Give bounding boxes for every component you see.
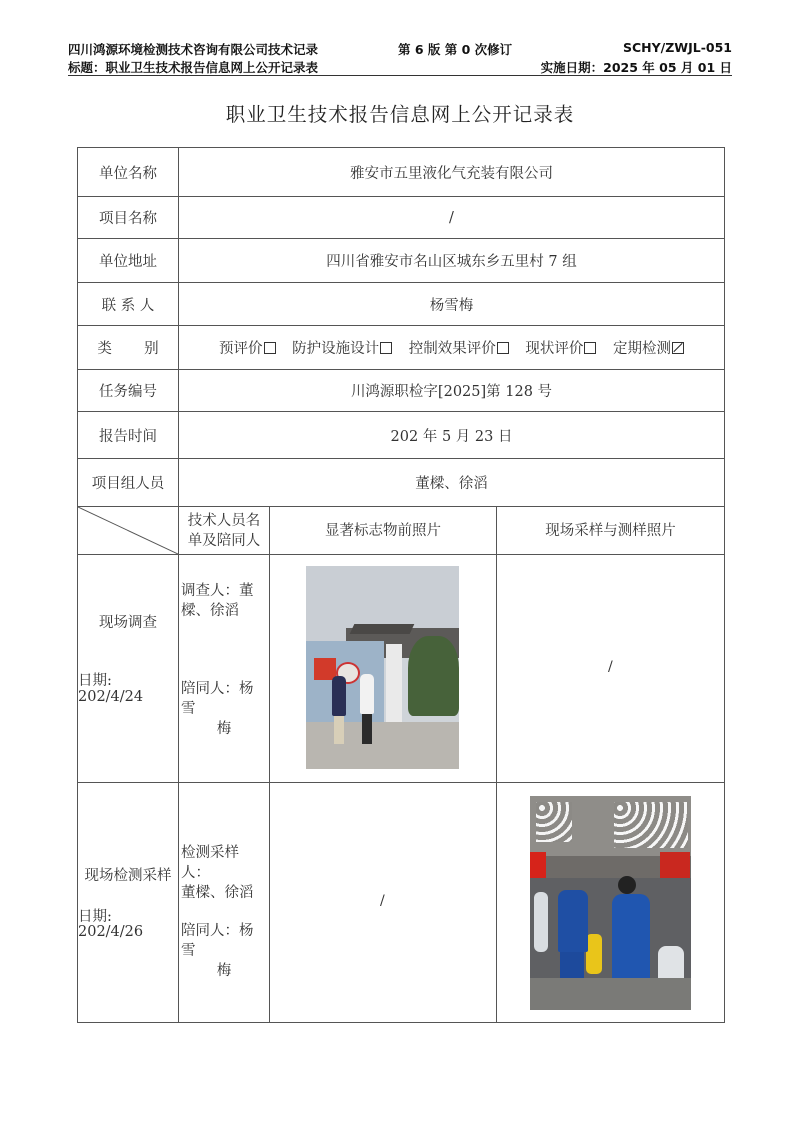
survey-sampling-photo-placeholder: / xyxy=(608,659,613,675)
category-options xyxy=(179,326,725,370)
option-label: 定期检测 xyxy=(612,341,671,357)
sampler-prefix: 检测采样人： xyxy=(181,845,239,881)
category-option-status-evaluation[interactable] xyxy=(525,341,596,357)
sampler-names: 董樑、徐滔 xyxy=(181,885,254,901)
sampling-escort xyxy=(181,921,267,981)
row-photo-header xyxy=(78,507,725,555)
checkbox[interactable] xyxy=(264,342,276,354)
site-survey-cell xyxy=(78,555,179,783)
header-divider xyxy=(68,75,732,76)
survey-staff-cell xyxy=(179,555,270,783)
category-label: 类 别 xyxy=(78,326,179,370)
staff-column-header xyxy=(179,507,270,555)
row-report-time xyxy=(78,412,725,459)
site-sampling-label: 现场检测采样 xyxy=(84,868,172,884)
contact-value: 杨雪梅 xyxy=(179,283,725,326)
row-unit-name xyxy=(78,148,725,197)
sampling-photo-cell xyxy=(497,783,725,1023)
sampling-date-label: 日期: xyxy=(78,909,112,925)
contact-label: 联 系 人 xyxy=(78,283,179,326)
team-label: 项目组人员 xyxy=(78,459,179,507)
survey-sampling-photo-cell xyxy=(497,555,725,783)
project-name-value: / xyxy=(179,197,725,239)
row-site-sampling xyxy=(78,783,725,1023)
row-address xyxy=(78,239,725,283)
sampling-landmark-photo-placeholder: / xyxy=(380,893,385,909)
row-site-survey xyxy=(78,555,725,783)
escort-name-rest: 梅 xyxy=(216,721,232,737)
row-team xyxy=(78,459,725,507)
landmark-photo xyxy=(306,566,459,769)
row-task-no xyxy=(78,370,725,412)
diagonal-corner-cell xyxy=(78,507,179,555)
version-label: 第 6 版 第 0 次修订 xyxy=(398,42,513,57)
category-option-control-effect[interactable] xyxy=(409,341,509,357)
option-label: 控制效果评价 xyxy=(408,341,496,357)
record-table xyxy=(77,147,725,1023)
category-option-protection-design[interactable] xyxy=(292,341,392,357)
survey-landmark-photo-cell xyxy=(270,555,497,783)
address-value: 四川省雅安市名山区城东乡五里村 7 组 xyxy=(179,239,725,283)
unit-name-label: 单位名称 xyxy=(78,148,179,197)
implementation-date: 实施日期：2025 年 05 月 01 日 xyxy=(540,60,732,75)
escort-prefix: 陪同人：杨雪 xyxy=(181,681,254,717)
sampling-staff-cell xyxy=(179,783,270,1023)
site-sampling-cell xyxy=(78,783,179,1023)
sampling-photo-column-header: 现场采样与测样照片 xyxy=(497,507,725,555)
company-record-title: 四川鸿源环境检测技术咨询有限公司技术记录 xyxy=(68,42,319,57)
row-category xyxy=(78,326,725,370)
diagonal-line xyxy=(78,507,178,554)
checkbox-checked[interactable] xyxy=(672,342,684,354)
option-label: 现状评价 xyxy=(525,341,584,357)
survey-investigator xyxy=(181,581,267,621)
option-label: 预评价 xyxy=(219,341,263,357)
survey-escort xyxy=(181,679,267,739)
report-time-value: 202 年 5 月 23 日 xyxy=(179,412,725,459)
sampling-photo xyxy=(530,796,691,1010)
task-no-value: 川鸿源职检字[2025]第 128 号 xyxy=(179,370,725,412)
project-name-label: 项目名称 xyxy=(78,197,179,239)
landmark-photo-column-header: 显著标志物前照片 xyxy=(270,507,497,555)
category-option-pre-evaluation[interactable] xyxy=(219,341,276,357)
survey-date-label: 日期: xyxy=(78,673,112,689)
checkbox[interactable] xyxy=(584,342,596,354)
page-title: 职业卫生技术报告信息网上公开记录表 xyxy=(225,103,575,126)
staff-column-header-text: 技术人员名单及陪同人 xyxy=(187,512,261,549)
unit-name-value: 雅安市五里液化气充装有限公司 xyxy=(179,148,725,197)
investigator-prefix: 调查人：董 xyxy=(181,583,254,599)
task-no-label: 任务编号 xyxy=(78,370,179,412)
header-title-line: 标题：职业卫生技术报告信息网上公开记录表 xyxy=(68,60,319,75)
category-option-periodic-testing[interactable] xyxy=(613,341,684,357)
site-survey-label: 现场调查 xyxy=(99,615,157,631)
row-contact xyxy=(78,283,725,326)
escort-name-rest: 梅 xyxy=(216,963,232,979)
team-value: 董樑、徐滔 xyxy=(179,459,725,507)
option-label: 防护设施设计 xyxy=(292,341,380,357)
sampling-sampler xyxy=(181,843,267,903)
sampling-date: 202/4/26 xyxy=(78,924,144,940)
survey-date: 202/4/24 xyxy=(78,689,144,705)
escort-prefix: 陪同人：杨雪 xyxy=(181,923,254,959)
row-project-name xyxy=(78,197,725,239)
checkbox[interactable] xyxy=(497,342,509,354)
checkbox[interactable] xyxy=(380,342,392,354)
report-time-label: 报告时间 xyxy=(78,412,179,459)
address-label: 单位地址 xyxy=(78,239,179,283)
document-number: SCHY/ZWJL-051 xyxy=(622,40,732,55)
investigator-names: 樑、徐滔 xyxy=(181,603,239,619)
sampling-landmark-photo-cell xyxy=(270,783,497,1023)
